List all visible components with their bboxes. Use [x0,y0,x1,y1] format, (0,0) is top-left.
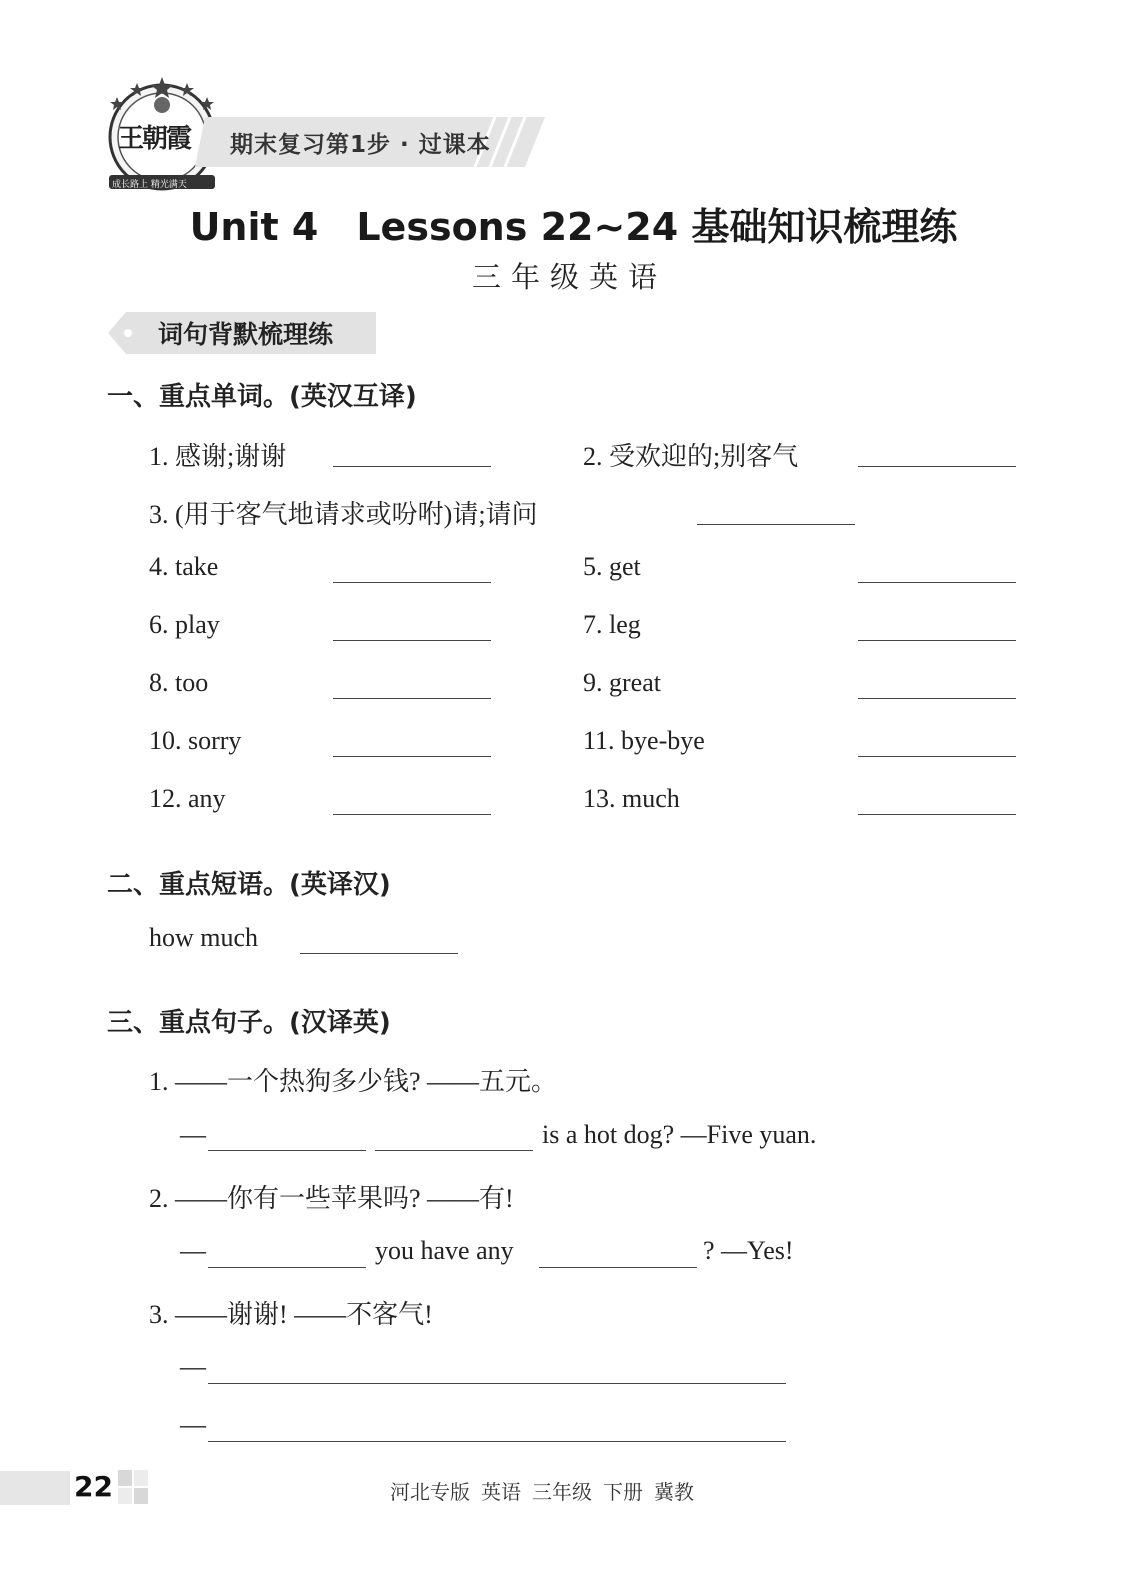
sentence-3-answer-line-1[interactable] [208,1383,786,1384]
answer-blank-1[interactable] [333,466,491,467]
word-item-8: 8. too [149,668,209,697]
sentence-2-blank-2[interactable] [539,1267,697,1268]
page-title: Unit 4 Lessons 22~24 基础知识梳理练 [189,205,958,249]
footer-bar [0,1471,70,1505]
word-item-3: 3. (用于客气地请求或吩咐)请;请问 [149,500,538,529]
sentence-3-dash-2: — [180,1410,206,1439]
answer-blank-3[interactable] [697,524,855,525]
sentence-2-blank-1[interactable] [208,1267,366,1268]
answer-blank-5[interactable] [858,582,1016,583]
sentence-1-tail: is a hot dog? —Five yuan. [542,1120,817,1149]
sentence-3-dash-1: — [180,1352,206,1381]
answer-blank-4[interactable] [333,582,491,583]
sentence-2-middle: you have any [375,1236,514,1265]
answer-blank-12[interactable] [333,814,491,815]
answer-blank-6[interactable] [333,640,491,641]
answer-blank-8[interactable] [333,698,491,699]
sentence-2-tail: ? —Yes! [703,1236,794,1265]
word-item-1: 1. 感谢;谢谢 [149,442,287,471]
sentence-2-prompt: 2. ——你有一些苹果吗? ——有! [149,1184,514,1213]
sentence-3-prompt: 3. ——谢谢! ——不客气! [149,1300,433,1329]
word-item-9: 9. great [583,668,661,697]
word-item-7: 7. leg [583,610,641,639]
sentence-2-dash: — [180,1236,206,1265]
word-item-2: 2. 受欢迎的;别客气 [583,442,799,471]
word-item-11: 11. bye-bye [583,726,705,755]
part3-heading: 三、重点句子。(汉译英) [107,1008,391,1038]
logo-name: 王朝霞 [118,124,191,154]
sentence-1-prompt: 1. ——一个热狗多少钱? ——五元。 [149,1067,558,1096]
word-item-10: 10. sorry [149,726,242,755]
answer-blank-10[interactable] [333,756,491,757]
sentence-1-blank-1[interactable] [208,1150,366,1151]
word-item-5: 5. get [583,552,641,581]
sentence-3-answer-line-2[interactable] [208,1441,786,1442]
banner-text: 期末复习第1步 · 过课本 [230,132,491,158]
answer-blank-9[interactable] [858,698,1016,699]
page-subtitle: 三年级英语 [471,260,667,294]
footer-decoration [118,1470,150,1506]
logo-slogan: 成长路上 精光满天 [112,180,187,190]
answer-blank-7[interactable] [858,640,1016,641]
phrase-answer-blank[interactable] [300,953,458,954]
part2-heading: 二、重点短语。(英译汉) [107,870,391,900]
sentence-1-dash: — [180,1120,206,1149]
answer-blank-2[interactable] [858,466,1016,467]
word-item-6: 6. play [149,610,220,639]
section-tag-label: 词句背默梳理练 [158,320,334,349]
sentence-1-blank-2[interactable] [375,1150,533,1151]
page-number: 22 [74,1470,113,1503]
word-item-12: 12. any [149,784,226,813]
answer-blank-13[interactable] [858,814,1016,815]
word-item-4: 4. take [149,552,219,581]
answer-blank-11[interactable] [858,756,1016,757]
phrase-item: how much [149,923,259,952]
word-item-13: 13. much [583,784,680,813]
part1-heading: 一、重点单词。(英汉互译) [107,382,417,412]
footer-edition-text: 河北专版 英语 三年级 下册 冀教 [390,1482,694,1504]
